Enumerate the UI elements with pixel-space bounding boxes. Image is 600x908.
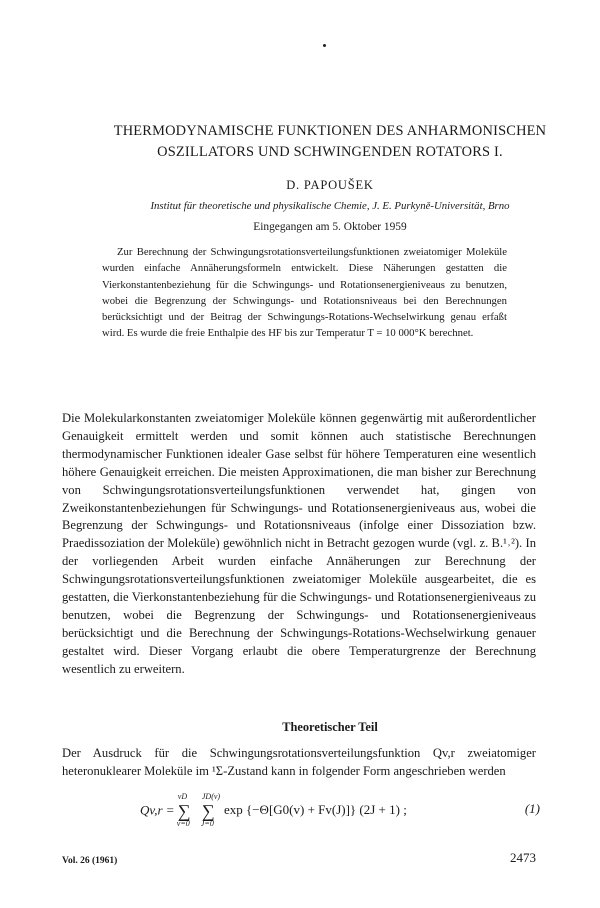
sum-v-lower-limit: v=0 xyxy=(176,819,190,828)
equation-body xyxy=(140,792,407,828)
introduction-paragraph: Die Molekularkonstanten zweiatomiger Moleküle können gegenwärtig mit außerordentlicher Genauigkeit ermittelt werden und somit können auch statistische Berechnungen thermodynamischer Funktionen idealer Gase selbst für höhere Temperaturen eine wesentlich höhere Genauigkeit erreichen. Die meisten Approximationen, die man bisher zur Berechnung von Schwingungsrotationsverteilungsfunktionen verwendet hat, gingen von Zweikonstantenbeziehungen für Schwingungs- und Rotationsenergieniveaus aus, wobei die Begrenzung der Schwingungs- und Rotationsniveaus (infolge einer Dissoziation bzw. Praedissoziation der Moleküle) gewöhnlich nicht in Betracht gezogen wurde (vgl. z. B.¹˒²). In der vorliegenden Arbeit wurden einfache Annäherungen zur Berechnung der Schwingungsrotationsverteilungsfunktionen zweiatomiger Moleküle ausgearbeitet, die es gestatten, die Vierkonstantenbeziehung für die Schwingungs- und Rotationsenergieniveaus zu benutzen, wobei die Begrenzung der Schwingungs- und Rotationsenergieniveaus berücksichtigt und die Berechnung der Schwingungs-Rotations-Wechselwirkung genauer gestaltet wird. Dieser Vorgang erlaubt die obere Temperaturgrenze der Berechnung wesentlich zu erweitern. xyxy=(62,411,536,676)
section-heading: Theoretischer Teil xyxy=(282,720,378,734)
equation-number: (1) xyxy=(524,801,540,816)
theory-paragraph: Der Ausdruck für die Schwingungsrotationsverteilungsfunktion Qv,r zweiatomiger heteronuklearer Moleküle im ¹Σ-Zustand kann in folgender Form angeschrieben werden xyxy=(62,746,536,778)
page-number: 2473 xyxy=(510,850,536,865)
abstract-text: Zur Berechnung der Schwingungsrotationsverteilungsfunktionen zweiatomiger Moleküle wurden einfache Annäherungsformeln entwickelt. Diese Näherungen gestatten die Vierkonstantenbeziehung für die Schwingungs- und Rotationsenergieniveaus zu benutzen, wobei die Begrenzung der Schwingungs- und Rotationsniveaus bei den Berechnungen berücksichtigt und der Beitrag der Schwingungs-Rotations-Wechselwirkung genau erfaßt wird. Es wurde die freie Enthalpie des HF bis zur Temperatur T = 10 000°K berechnet. xyxy=(102,246,507,340)
title-line-1: THERMODYNAMISCHE FUNKTIONEN DES ANHARMONISCHEN xyxy=(113,123,547,139)
received-date: Eingegangen am 5. Oktober 1959 xyxy=(253,221,407,233)
page-dot-mark xyxy=(323,44,326,47)
volume-footer: Vol. 26 (1961) xyxy=(62,856,118,866)
sum-symbol-v: vD ∑ v=0 xyxy=(176,792,191,828)
equation-1 xyxy=(140,792,540,835)
paper-title xyxy=(60,121,600,163)
author-affiliation: Institut für theoretische und physikalische Chemie, J. E. Purkyně-Universität, Brno xyxy=(150,200,510,212)
sum-symbol-j: JD(v) ∑ J=0 xyxy=(200,792,221,828)
sum-v-upper-limit: vD xyxy=(177,792,188,801)
equation-exponential: exp {−Θ[G0(v) + Fv(J)]} (2J + 1) ; xyxy=(223,802,407,818)
equation-lhs: Qv,r = xyxy=(140,802,175,818)
author-name: D. PAPOUŠEK xyxy=(286,178,374,192)
title-line-2: OSZILLATORS UND SCHWINGENDEN ROTATORS I. xyxy=(157,144,503,160)
sum-j-upper-limit: JD(v) xyxy=(201,792,221,801)
sum-j-lower-limit: J=0 xyxy=(200,819,214,828)
